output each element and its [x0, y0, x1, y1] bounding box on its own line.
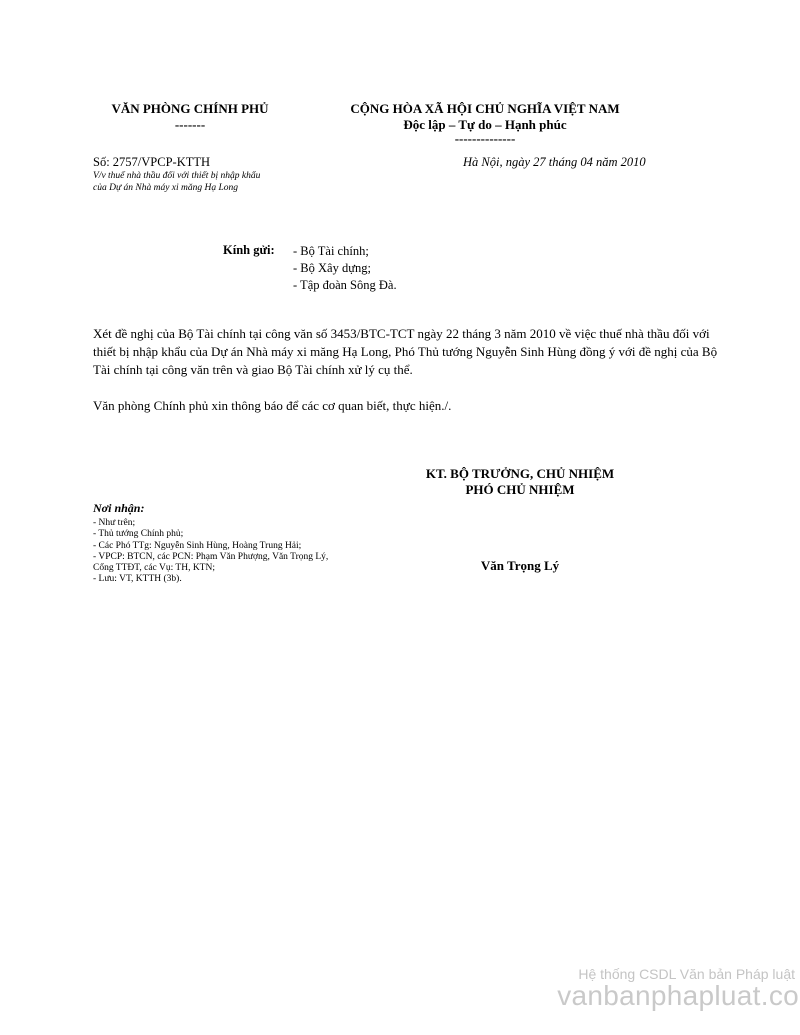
distribution-item: - Lưu: VT, KTTH (3b). [93, 574, 182, 585]
signature-title: KT. BỘ TRƯỞNG, CHỦ NHIỆM [425, 466, 615, 481]
body-paragraph: Xét đề nghị của Bộ Tài chính tại công văn số 3453/BTC-TCT ngày 22 tháng 3 năm 2010 về việc thuế nhà thầu đối với thiết bị nhập khẩu của Dự án Nhà máy xi măng Hạ Long, Phó Thủ tướng Nguyễn Sinh Hùng đồng ý với đề nghị của Bộ Tài chính tại công văn trên và giao Bộ Tài chính xử lý cụ thể. [93, 326, 718, 377]
agency-name: VĂN PHÒNG CHÍNH PHỦ [111, 101, 269, 116]
signature-subtitle: PHÓ CHỦ NHIỆM [465, 482, 575, 497]
subject-line: V/v thuế nhà thầu đối với thiết bị nhập khẩu [93, 171, 261, 181]
document-number: Số: 2757/VPCP-KTTH [93, 155, 211, 169]
issuing-agency-block [90, 101, 290, 133]
motto: Độc lập – Tự do – Hạnh phúc [403, 117, 567, 132]
distribution-item: - Các Phó TTg: Nguyễn Sinh Hùng, Hoàng Trung Hải; [93, 540, 302, 551]
watermark-site: vanbanphapluat.co [557, 980, 799, 1011]
distribution-item: - Thủ tướng Chính phủ; [93, 529, 184, 540]
national-title-block [310, 101, 660, 145]
document-subject [93, 170, 260, 194]
agency-divider: ------- [174, 117, 206, 132]
letter-body [93, 325, 723, 415]
nation-title: CỘNG HÒA XÃ HỘI CHỦ NGHĨA VIỆT NAM [350, 101, 620, 116]
distribution-label: Nơi nhận: [93, 501, 145, 515]
recipient-item: - Bộ Tài chính; [293, 244, 369, 258]
place-and-date: Hà Nội, ngày 27 tháng 04 năm 2010 [463, 155, 646, 169]
subject-line: của Dự án Nhà máy xi măng Hạ Long [93, 183, 239, 193]
recipient-item: - Tập đoàn Sông Đà. [293, 278, 397, 292]
watermark-tagline: Hệ thống CSDL Văn bản Pháp luật [578, 966, 795, 982]
recipient-item: - Bộ Xây dựng; [293, 261, 371, 275]
distribution-list [93, 518, 328, 586]
addressee-label: Kính gửi: [223, 243, 275, 257]
body-paragraph: Văn phòng Chính phủ xin thông báo để các cơ quan biết, thực hiện./. [93, 398, 452, 413]
distribution-item: - VPCP: BTCN, các PCN: Phạm Văn Phượng, Văn Trọng Lý, [93, 551, 329, 562]
signer-name: Văn Trọng Lý [480, 558, 560, 573]
recipient-list [293, 243, 397, 294]
motto-divider: -------------- [454, 131, 516, 146]
distribution-item: - Như trên; [93, 518, 136, 528]
distribution-item: Cổng TTĐT, các Vụ: TH, KTN; [93, 563, 215, 574]
signature-title-block [405, 466, 635, 498]
